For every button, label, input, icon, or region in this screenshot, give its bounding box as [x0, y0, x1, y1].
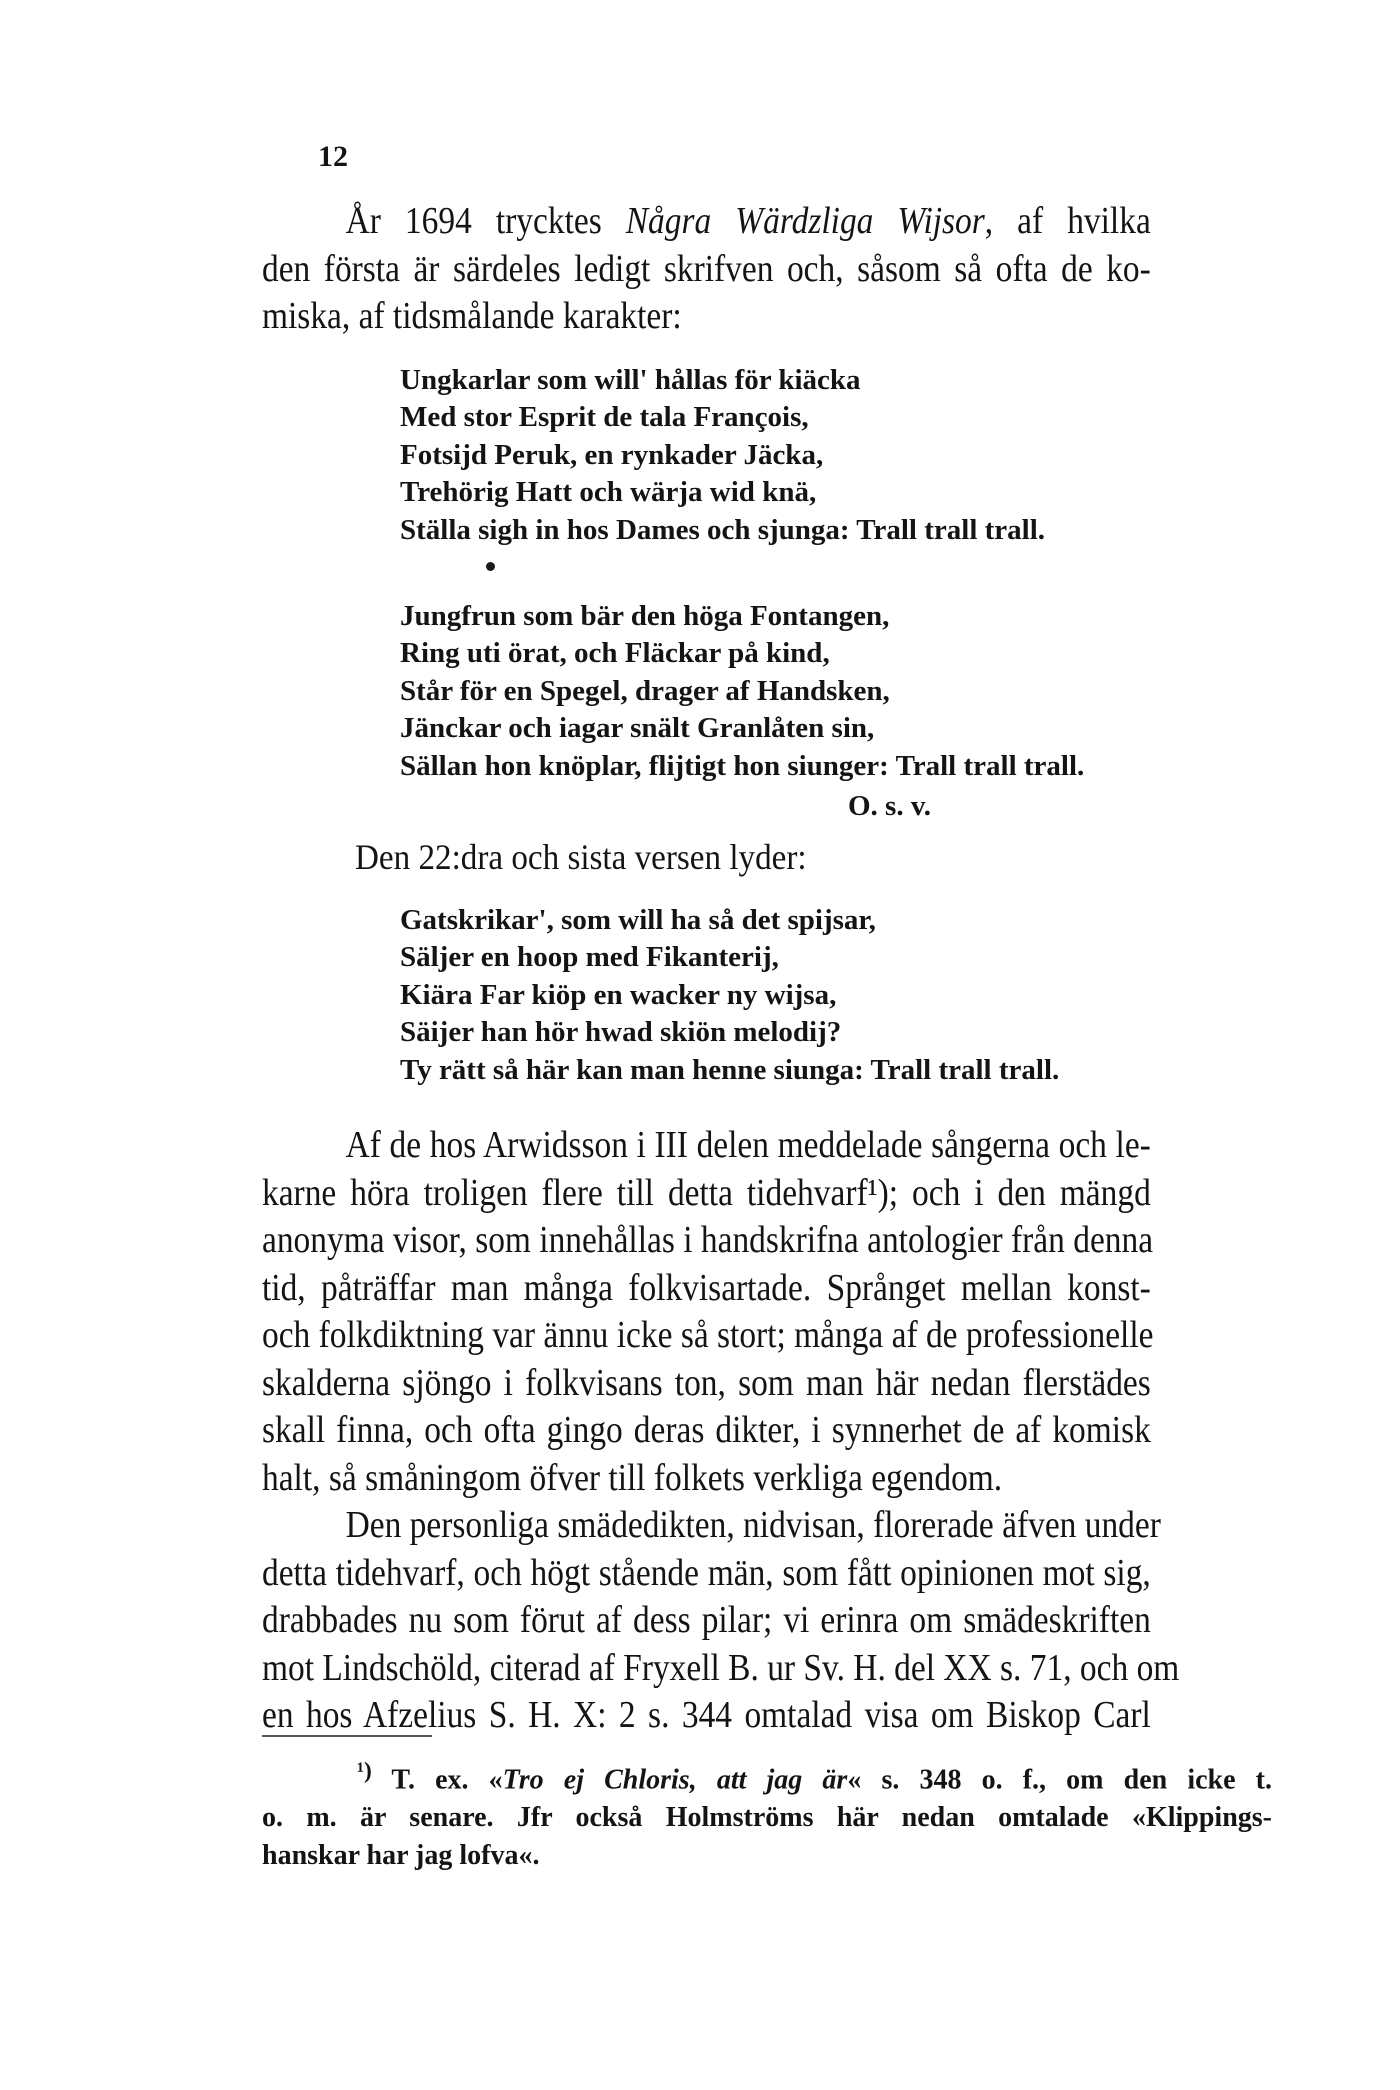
paragraph-line: den första är särdeles ledigt skrifven och, såsom så ofta de ko-	[262, 247, 1151, 290]
verse-line: Jungfrun som bär den höga Fontangen,	[400, 600, 890, 632]
verse-line: Ring uti örat, och Fläckar på kind,	[400, 637, 830, 670]
paragraph-folkvisor	[262, 1122, 1180, 1740]
paragraph-line: halt, så småningom öfver till folkets verkliga egendom.	[262, 1456, 1003, 1499]
paragraph-line: och folkdiktning var ännu icke så stort; många af de professionelle	[262, 1314, 1154, 1356]
paragraph-line: Den personliga smädedikten, nidvisan, florerade äfven under	[345, 1504, 1161, 1546]
footnote-marker: ¹)	[357, 1758, 372, 1784]
song-title: Tro ej Chloris, att jag är	[502, 1764, 848, 1796]
paragraph-intro	[262, 198, 1151, 341]
verse-line: Kiära Far kiöp en wacker ny wijsa,	[400, 978, 837, 1011]
page-number: 12	[318, 140, 348, 173]
verse-stanza-1	[400, 362, 1045, 549]
paragraph-line: anonyma visor, som innehållas i handskrifna antologier från denna	[262, 1219, 1154, 1261]
verse-stanza-3	[400, 902, 1059, 1089]
paragraph-line: miska, af tidsmålande karakter:	[262, 295, 682, 337]
paragraph-line: skall finna, och ofta gingo deras dikter, i synnerhet de af komisk	[262, 1409, 1151, 1451]
paragraph-line: drabbades nu som förut af dess pilar; vi erinra om smädeskriften	[262, 1599, 1151, 1641]
verse-line: Med stor Esprit de tala François,	[400, 401, 809, 434]
paragraph-line: detta tidehvarf, och högt stående män, som fått opinionen mot sig,	[262, 1551, 1151, 1594]
verse-line: Jänckar och iagar snält Granlåten sin,	[400, 712, 875, 745]
footnote-line: o. m. är senare. Jfr också Holmströms här nedan omtalade «Klippings-	[262, 1802, 1272, 1834]
paragraph-line: mot Lindschöld, citerad af Fryxell B. ur Sv. H. del XX s. 71, och om	[262, 1646, 1180, 1689]
footnote	[262, 1752, 1272, 1875]
verse-line: Sällan hon knöplar, flijtigt hon siunger: Trall trall trall.	[400, 749, 1085, 782]
ink-dot	[486, 562, 495, 571]
paragraph-line: skalderna sjöngo i folkvisans ton, som man här nedan flerstädes	[262, 1361, 1151, 1404]
footnote-line: $^{^1)}$ T. ex. «Tro ej Chloris, att jag är« s. 348 o. f., om den icke t.	[357, 1758, 1272, 1796]
footnote-line: hanskar har jag lofva«.	[262, 1840, 540, 1872]
verse-intro-line: Den 22:dra och sista versen lyder:	[355, 837, 807, 877]
paragraph-line: tid, påträffar man många folkvisartade. Språnget mellan konst-	[262, 1266, 1151, 1309]
verse-line: Ty rätt så här kan man henne siunga: Trall trall trall.	[400, 1053, 1060, 1086]
verse-line: Står för en Spegel, drager af Handsken,	[400, 674, 890, 707]
footnote-divider	[262, 1735, 432, 1737]
verse-line: Säijer han hör hwad skiön melodij?	[400, 1016, 842, 1049]
verse-stanza-2	[400, 598, 1084, 785]
paragraph-line: en hos Afzelius S. H. X: 2 s. 344 omtalad visa om Biskop Carl	[262, 1694, 1151, 1736]
etcetera-mark: O. s. v.	[848, 790, 931, 822]
verse-line: Ungkarlar som will' hållas för kiäcka	[400, 364, 861, 396]
paragraph-line: Af de hos Arwidsson i III delen meddelade sångerna och le-	[345, 1124, 1151, 1166]
verse-line: Gatskrikar', som will ha så det spijsar,	[400, 904, 876, 936]
book-title: Några Wärdzliga Wijsor	[625, 200, 985, 242]
verse-line: Trehörig Hatt och wärja wid knä,	[400, 476, 817, 509]
verse-line: Ställa sigh in hos Dames och sjunga: Trall trall trall.	[400, 513, 1046, 546]
verse-line: Säljer en hoop med Fikanterij,	[400, 941, 779, 974]
paragraph-line: karne höra troligen flere till detta tidehvarf¹); och i den mängd	[262, 1171, 1151, 1214]
verse-line: Fotsijd Peruk, en rynkader Jäcka,	[400, 438, 824, 471]
paragraph-line: År 1694 trycktes Några Wärdzliga Wijsor, af hvilka	[345, 200, 1151, 242]
